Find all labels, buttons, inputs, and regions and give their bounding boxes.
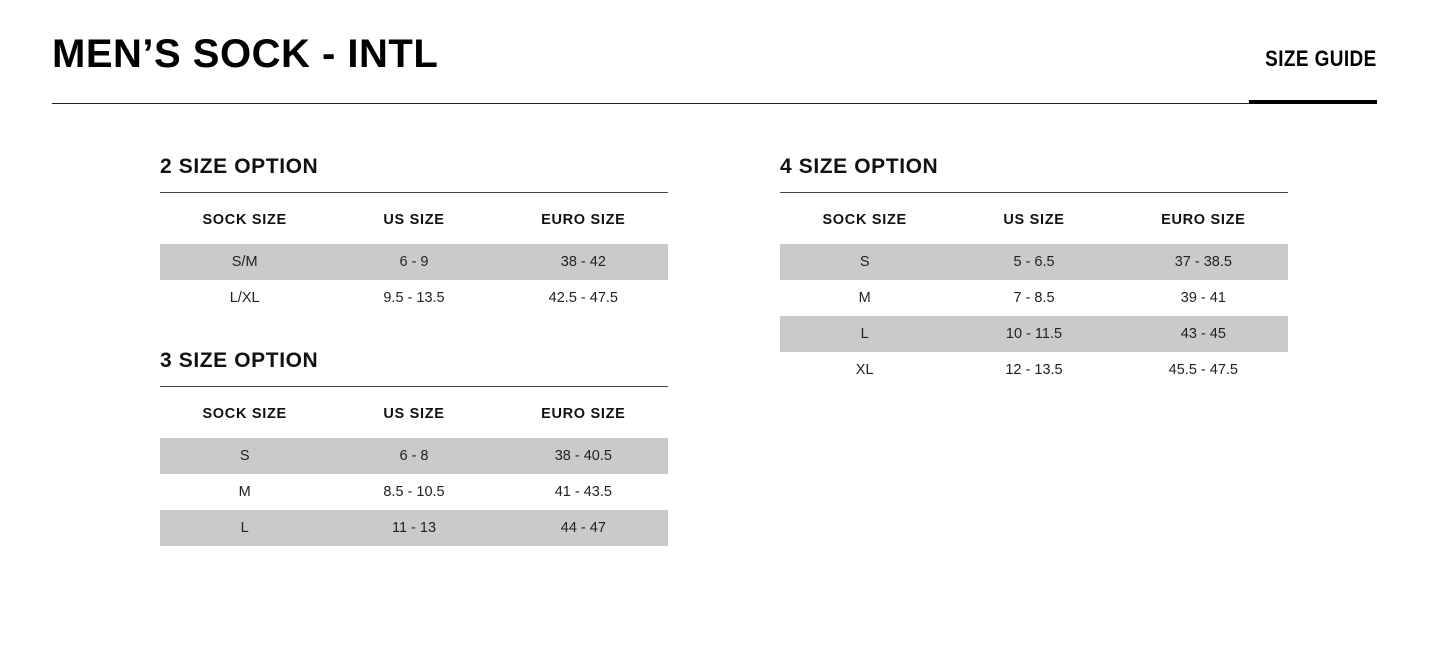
size-option-title: 2 SIZE OPTION xyxy=(160,155,319,178)
table-cell: S xyxy=(160,438,329,474)
column-header: SOCK SIZE xyxy=(202,212,287,228)
table-row xyxy=(780,316,1288,352)
table-cell: 7 - 8.5 xyxy=(949,280,1118,316)
table-cell: 44 - 47 xyxy=(499,510,668,546)
column-header: EURO SIZE xyxy=(541,212,626,228)
table-row xyxy=(160,510,668,546)
table-cell: 42.5 - 47.5 xyxy=(499,280,668,316)
left-column xyxy=(160,155,668,546)
column-header: EURO SIZE xyxy=(1161,212,1246,228)
table-cell: L xyxy=(780,316,949,352)
table-row xyxy=(160,244,668,280)
column-header: US SIZE xyxy=(383,212,445,228)
table-cell: 45.5 - 47.5 xyxy=(1119,352,1288,388)
table-row xyxy=(160,438,668,474)
table-row xyxy=(160,280,668,316)
table-cell: M xyxy=(780,280,949,316)
table-row xyxy=(780,244,1288,280)
size-guide-underline xyxy=(1249,100,1377,104)
table-cell: S/M xyxy=(160,244,329,280)
table-cell: 5 - 6.5 xyxy=(949,244,1118,280)
column-header: SOCK SIZE xyxy=(822,212,907,228)
table-cell: 43 - 45 xyxy=(1119,316,1288,352)
size-table xyxy=(160,387,668,546)
size-option-title: 4 SIZE OPTION xyxy=(780,155,939,178)
page-header xyxy=(52,34,1377,74)
size-option-title: 3 SIZE OPTION xyxy=(160,349,319,372)
table-cell: 38 - 42 xyxy=(499,244,668,280)
table-header-row xyxy=(160,387,668,438)
header-divider xyxy=(52,103,1377,104)
table-cell: 39 - 41 xyxy=(1119,280,1288,316)
table-cell: L/XL xyxy=(160,280,329,316)
table-cell: 6 - 8 xyxy=(329,438,498,474)
table-cell: 38 - 40.5 xyxy=(499,438,668,474)
table-row xyxy=(160,474,668,510)
table-cell: 12 - 13.5 xyxy=(949,352,1118,388)
size-option-block xyxy=(160,155,668,316)
page-title: MEN’S SOCK - INTL xyxy=(52,32,439,76)
column-header: US SIZE xyxy=(1003,212,1065,228)
table-cell: 10 - 11.5 xyxy=(949,316,1118,352)
column-header: EURO SIZE xyxy=(541,406,626,422)
right-column xyxy=(780,155,1288,388)
table-cell: 8.5 - 10.5 xyxy=(329,474,498,510)
table-cell: S xyxy=(780,244,949,280)
size-option-block xyxy=(780,155,1288,388)
table-row xyxy=(780,352,1288,388)
table-cell: XL xyxy=(780,352,949,388)
table-header-row xyxy=(780,193,1288,244)
table-row xyxy=(780,280,1288,316)
table-cell: 11 - 13 xyxy=(329,510,498,546)
size-option-block xyxy=(160,349,668,546)
table-cell: L xyxy=(160,510,329,546)
table-cell: 9.5 - 13.5 xyxy=(329,280,498,316)
table-cell: 37 - 38.5 xyxy=(1119,244,1288,280)
size-guide-label: SIZE GUIDE xyxy=(1265,46,1377,71)
table-cell: 41 - 43.5 xyxy=(499,474,668,510)
size-table xyxy=(780,193,1288,388)
column-header: SOCK SIZE xyxy=(202,406,287,422)
table-cell: M xyxy=(160,474,329,510)
size-table xyxy=(160,193,668,316)
size-guide-heading xyxy=(1247,46,1377,74)
table-cell: 6 - 9 xyxy=(329,244,498,280)
table-header-row xyxy=(160,193,668,244)
column-header: US SIZE xyxy=(383,406,445,422)
